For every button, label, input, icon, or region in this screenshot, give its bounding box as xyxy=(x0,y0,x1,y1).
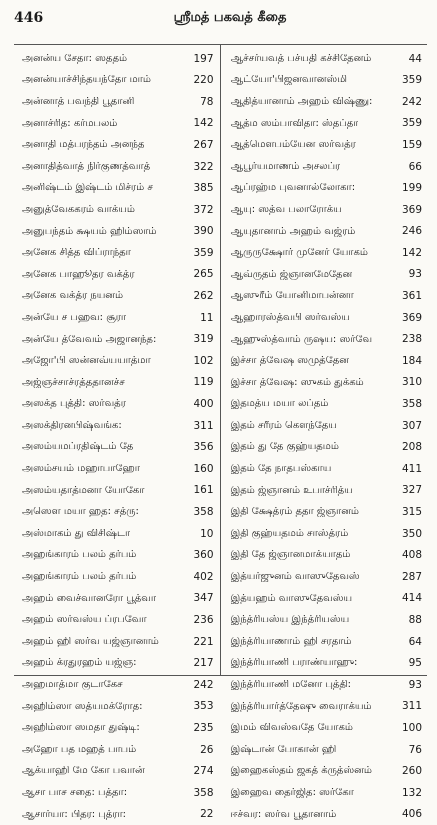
index-entry xyxy=(14,609,220,631)
page-reference: 353 xyxy=(193,700,214,713)
page-reference: 64 xyxy=(408,635,422,648)
verse-text: ஆருருக்ஷோர் முனேர் யோகம் xyxy=(230,248,368,259)
page-reference: 220 xyxy=(193,74,214,87)
index-entry xyxy=(14,329,220,351)
verse-text: அஸ்மாகம் து விசிஷ்டா xyxy=(22,528,131,539)
page-reference: 402 xyxy=(193,570,214,583)
verse-text: ஆப்ரஹ்ம புவனால்லோகா: xyxy=(230,183,356,194)
page-reference: 93 xyxy=(408,268,422,281)
page-number: 446 xyxy=(14,10,44,26)
verse-text: அனுத்வேககரம் வாக்யம் xyxy=(22,204,135,215)
verse-text: இதி குஹ்யதமம் சாஸ்த்ரம் xyxy=(230,528,349,539)
verse-text: ஆசா பாச சதை: பத்தா: xyxy=(22,787,128,798)
index-entry xyxy=(14,717,220,739)
index-entry xyxy=(221,91,428,113)
page-reference: 350 xyxy=(401,527,422,540)
verse-text: ஆச்சர்யவத் பச்யதி கச்சிதேனம் xyxy=(230,53,372,64)
verse-text: இந்த்ரியாணி மனோ புத்தி: xyxy=(230,680,351,691)
page-reference: 235 xyxy=(193,721,214,734)
index-entry xyxy=(14,458,220,480)
page-reference: 369 xyxy=(401,203,422,216)
index-entry xyxy=(14,782,220,804)
verse-text: இத்யர்ஜுனம் வாஸுதேவஸ் xyxy=(230,572,360,583)
index-entry xyxy=(221,242,428,264)
index-entry xyxy=(221,415,428,437)
verse-text: அனாச்ரித: கர்மபலம் xyxy=(22,118,118,129)
verse-text: ஈச்வர: ஸர்வ பூதானாம் xyxy=(230,809,337,820)
index-entry xyxy=(14,653,220,675)
index-entry xyxy=(14,437,220,459)
index-entry xyxy=(221,761,428,783)
index-entry xyxy=(14,178,220,200)
page-reference: 356 xyxy=(193,441,214,454)
index-entry xyxy=(14,242,220,264)
index-entry xyxy=(14,134,220,156)
verse-text: அஸக்திரனபிஷ்வங்க: xyxy=(22,420,122,431)
page-reference: 274 xyxy=(193,765,214,778)
page-reference: 311 xyxy=(193,419,214,432)
verse-text: இத்யஹம் வாஸுதேவஸ்ய xyxy=(230,593,353,604)
index-entry xyxy=(14,588,220,610)
verse-text: அஸம்யமப்ரதிஷ்டம் தே xyxy=(22,442,134,453)
page-reference: 390 xyxy=(193,225,214,238)
page-reference: 161 xyxy=(193,484,214,497)
index-entry xyxy=(221,113,428,135)
right-column xyxy=(221,45,428,821)
verse-text: இச்சா த்வேஷ: ஸுகம் துக்கம் xyxy=(230,377,364,388)
page-reference: 102 xyxy=(193,354,214,367)
verse-text: அஸம்சயம் மஹாபாஹோ xyxy=(22,464,141,475)
index-entry xyxy=(14,566,220,588)
page-reference: 160 xyxy=(193,462,214,475)
page-reference: 76 xyxy=(408,743,422,756)
index-entry xyxy=(14,696,220,718)
verse-text: அனாதித்வாத் நிர்குணத்வாத் xyxy=(22,161,151,172)
page-reference: 265 xyxy=(193,268,214,281)
verse-text: இமம் விவஸ்வதே யோகம் xyxy=(230,723,353,734)
page-reference: 22 xyxy=(200,808,214,821)
verse-text: அன்யே த்வேவம் அஜானந்த: xyxy=(22,334,157,345)
verse-text: இதி க்ஷேத்ரம் ததா ஜ்ஞானம் xyxy=(230,507,359,518)
verse-text: ஆயு: ஸத்வ பலாரோக்ய xyxy=(230,204,342,215)
index-entry xyxy=(14,113,220,135)
index-entry xyxy=(14,48,220,70)
index-entry xyxy=(221,221,428,243)
index-entry xyxy=(14,804,220,825)
page-reference: 246 xyxy=(401,225,422,238)
verse-text: இஹைவ தைர்ஜித: ஸர்கோ xyxy=(230,787,354,798)
page-reference: 44 xyxy=(408,52,422,65)
verse-text: ஆத்மௌபம்யேன ஸர்வத்ர xyxy=(230,140,356,151)
page-reference: 369 xyxy=(401,311,422,324)
page-reference: 311 xyxy=(401,700,422,713)
page-reference: 260 xyxy=(401,765,422,778)
index-entry xyxy=(14,674,220,696)
page-reference: 11 xyxy=(200,311,214,324)
page-reference: 411 xyxy=(401,462,422,475)
verse-text: அஜோ'பி ஸன்னவ்யயாத்மா xyxy=(22,356,151,367)
index-entry xyxy=(221,501,428,523)
index-entry xyxy=(221,307,428,329)
page-reference: 142 xyxy=(193,117,214,130)
index-entry xyxy=(14,350,220,372)
page-reference: 236 xyxy=(193,613,214,626)
page-header xyxy=(0,0,437,36)
verse-text: அஹம் க்ரதுரஹம் யஜ்ஞ: xyxy=(22,658,137,669)
page-reference: 184 xyxy=(401,354,422,367)
page-reference: 119 xyxy=(193,376,214,389)
page-reference: 66 xyxy=(408,160,422,173)
index-entry xyxy=(221,631,428,653)
verse-text: இந்த்ரியாணாம் ஹி சரதாம் xyxy=(230,636,352,647)
verse-text: அஹங்காரம் பலம் தர்பம் xyxy=(22,550,137,561)
index-entry xyxy=(14,91,220,113)
page-reference: 315 xyxy=(401,506,422,519)
index-entry xyxy=(221,286,428,308)
verse-text: ஆபூர்யமாணம் அசலப்ர xyxy=(230,161,341,172)
page-reference: 262 xyxy=(193,290,214,303)
page-reference: 406 xyxy=(401,808,422,821)
index-entry xyxy=(221,394,428,416)
verse-text: அஸக்த புத்தி: ஸர்வத்ர xyxy=(22,399,126,410)
index-entry xyxy=(221,329,428,351)
index-entry xyxy=(14,70,220,92)
verse-text: அனேக வக்த்ர நயனம் xyxy=(22,291,124,302)
verse-index-table xyxy=(14,44,427,821)
verse-text: ஆட்யோ'பிஜனவானஸ்மி xyxy=(230,75,347,86)
verse-text: ஆயுதானாம் அஹம் வஜ்ரம் xyxy=(230,226,356,237)
page-reference: 267 xyxy=(193,138,214,151)
page-reference: 358 xyxy=(193,506,214,519)
index-entry xyxy=(14,221,220,243)
verse-text: இஷ்டான் போகான் ஹி xyxy=(230,744,337,755)
verse-text: ஆக்யாஹி மே கோ பவான் xyxy=(22,766,145,777)
verse-text: அஹோ பத மஹத் பாபம் xyxy=(22,744,137,755)
index-entry xyxy=(14,501,220,523)
page-reference: 238 xyxy=(401,333,422,346)
index-entry xyxy=(221,134,428,156)
running-title: ஸ்ரீமத் பகவத் கீதை xyxy=(173,10,287,25)
page-reference: 197 xyxy=(193,52,214,65)
index-entry xyxy=(14,415,220,437)
index-entry xyxy=(221,545,428,567)
page-reference: 159 xyxy=(401,138,422,151)
verse-text: அனேக பாஹூதர வக்த்ர xyxy=(22,269,135,280)
page-reference: 208 xyxy=(401,441,422,454)
verse-text: இதம் தே நாதபஸ்காய xyxy=(230,464,332,475)
page-reference: 385 xyxy=(193,182,214,195)
index-entry xyxy=(14,761,220,783)
verse-text: இதம் து தே குஹ்யதமம் xyxy=(230,442,339,453)
page-reference: 142 xyxy=(401,246,422,259)
verse-text: அஸௌ மயா ஹத: சத்ரு: xyxy=(22,507,139,518)
verse-text: இதமத்ய மயா லப்தம் xyxy=(230,399,329,410)
page-reference: 242 xyxy=(193,678,214,691)
index-entry xyxy=(221,782,428,804)
index-entry xyxy=(221,199,428,221)
index-entry xyxy=(221,70,428,92)
verse-text: அன்யே ச பஹவ: சூரா xyxy=(22,312,127,323)
verse-text: ஆத்ம ஸம்பாவிதா: ஸ்தப்தா xyxy=(230,118,359,129)
page-reference: 132 xyxy=(401,786,422,799)
index-entry xyxy=(221,804,428,825)
page-reference: 360 xyxy=(193,549,214,562)
page-reference: 307 xyxy=(401,419,422,432)
page-reference: 327 xyxy=(401,484,422,497)
left-column xyxy=(14,45,221,821)
page-reference: 372 xyxy=(193,203,214,216)
page-reference: 88 xyxy=(408,613,422,626)
index-entry xyxy=(14,545,220,567)
index-entry xyxy=(221,480,428,502)
verse-text: ஆதித்யானாம் அஹம் விஷ்ணு: xyxy=(230,96,373,107)
verse-text: அஹம் ஹி ஸர்வ யஜ்ஞானாம் xyxy=(22,636,159,647)
verse-text: அஜ்ஞச்சாச்ரத்ததானச்ச xyxy=(22,377,125,388)
index-entry xyxy=(14,199,220,221)
page-reference: 199 xyxy=(401,182,422,195)
verse-text: அனுபந்தம் க்ஷயம் ஹிம்ஸாம் xyxy=(22,226,157,237)
verse-text: அனன்யாச்சிந்தயந்தோ மாம் xyxy=(22,75,151,86)
index-entry xyxy=(14,372,220,394)
verse-text: இச்சா த்வேஷ ஸமுத்தேன xyxy=(230,356,349,367)
index-entry xyxy=(221,717,428,739)
index-entry xyxy=(14,480,220,502)
verse-text: ஆஹாரஸ்த்வபி ஸர்வஸ்ய xyxy=(230,312,350,323)
index-entry xyxy=(221,156,428,178)
index-entry xyxy=(221,437,428,459)
index-entry xyxy=(14,631,220,653)
page-reference: 310 xyxy=(401,376,422,389)
index-entry xyxy=(14,394,220,416)
page-reference: 359 xyxy=(193,246,214,259)
verse-text: இதம் ஜ்ஞானம் உபாச்ரித்ய xyxy=(230,485,353,496)
index-entry xyxy=(221,264,428,286)
index-entry xyxy=(221,350,428,372)
index-entry xyxy=(14,523,220,545)
verse-text: அஹிம்ஸா ஸமதா துஷ்டி: xyxy=(22,723,140,734)
verse-text: இந்த்ரியாணி பராண்யாஹு: xyxy=(230,658,358,669)
page-reference: 359 xyxy=(401,74,422,87)
index-entry xyxy=(221,523,428,545)
index-entry xyxy=(14,739,220,761)
verse-text: ஆவ்ருதம் ஜ்ஞானமேதேன xyxy=(230,269,353,280)
verse-text: இதி தே ஜ்ஞானமாக்யாதம் xyxy=(230,550,351,561)
verse-text: அனேக சித்த விப்ராந்தா xyxy=(22,248,131,259)
index-entry xyxy=(14,307,220,329)
page-reference: 78 xyxy=(200,95,214,108)
index-entry xyxy=(14,156,220,178)
verse-text: அன்னாத் பவந்தி பூதானி xyxy=(22,96,135,107)
page-reference: 322 xyxy=(193,160,214,173)
verse-text: அனன்ய சேதா: ஸததம் xyxy=(22,53,127,64)
verse-text: அஹங்காரம் பலம் தர்பம் xyxy=(22,572,137,583)
verse-text: அஹம் வைச்வானரோ பூத்வா xyxy=(22,593,157,604)
verse-text: அனாதி மத்பரந்தம் அனந்த xyxy=(22,140,145,151)
verse-text: ஆசார்யா: பிதர: புத்ரா: xyxy=(22,809,127,820)
page-reference: 358 xyxy=(401,398,422,411)
index-entry xyxy=(221,458,428,480)
verse-text: அஹம் ஸர்வஸ்ய ப்ரபவோ xyxy=(22,615,147,626)
page-reference: 100 xyxy=(401,721,422,734)
page-reference: 95 xyxy=(408,657,422,670)
page-reference: 10 xyxy=(200,527,214,540)
page-reference: 26 xyxy=(200,743,214,756)
page-reference: 400 xyxy=(193,398,214,411)
verse-text: அனிஷ்டம் இஷ்டம் மிச்ரம் ச xyxy=(22,183,153,194)
index-entry xyxy=(221,588,428,610)
page-reference: 414 xyxy=(401,592,422,605)
index-entry xyxy=(221,653,428,675)
verse-text: அஹமாத்மா குடாகேச xyxy=(22,680,123,691)
page-reference: 319 xyxy=(193,333,214,346)
index-entry xyxy=(221,696,428,718)
verse-text: இஹைகஸ்தம் ஜகத் க்ருத்ஸ்னம் xyxy=(230,766,372,777)
index-entry xyxy=(14,264,220,286)
page-reference: 359 xyxy=(401,117,422,130)
verse-text: அஸம்யதாத்மனா யோகோ xyxy=(22,485,145,496)
verse-text: இந்த்ரியஸ்ய இந்த்ரியஸ்ய xyxy=(230,615,350,626)
index-entry xyxy=(14,286,220,308)
page-reference: 358 xyxy=(193,786,214,799)
index-entry xyxy=(221,609,428,631)
page-reference: 408 xyxy=(401,549,422,562)
page-reference: 242 xyxy=(401,95,422,108)
verse-text: ஆஹுஸ்த்வாம் ருஷய: ஸர்வே xyxy=(230,334,373,345)
index-entry xyxy=(221,566,428,588)
page-reference: 287 xyxy=(401,570,422,583)
verse-text: அஹிம்ஸா ஸத்யமக்ரோத: xyxy=(22,701,143,712)
page-reference: 93 xyxy=(408,678,422,691)
page-reference: 361 xyxy=(401,290,422,303)
index-entry xyxy=(221,739,428,761)
index-entry xyxy=(221,674,428,696)
index-entry xyxy=(221,372,428,394)
page-reference: 347 xyxy=(193,592,214,605)
page-reference: 221 xyxy=(193,635,214,648)
index-entry xyxy=(221,48,428,70)
page-reference: 217 xyxy=(193,657,214,670)
verse-text: ஆஸுரீம் யோனிமாபன்னா xyxy=(230,291,354,302)
verse-text: இதம் சரீரம் கௌந்தேய xyxy=(230,420,337,431)
verse-text: இந்த்ரியார்த்தேஷு வைராக்யம் xyxy=(230,701,372,712)
index-entry xyxy=(221,178,428,200)
